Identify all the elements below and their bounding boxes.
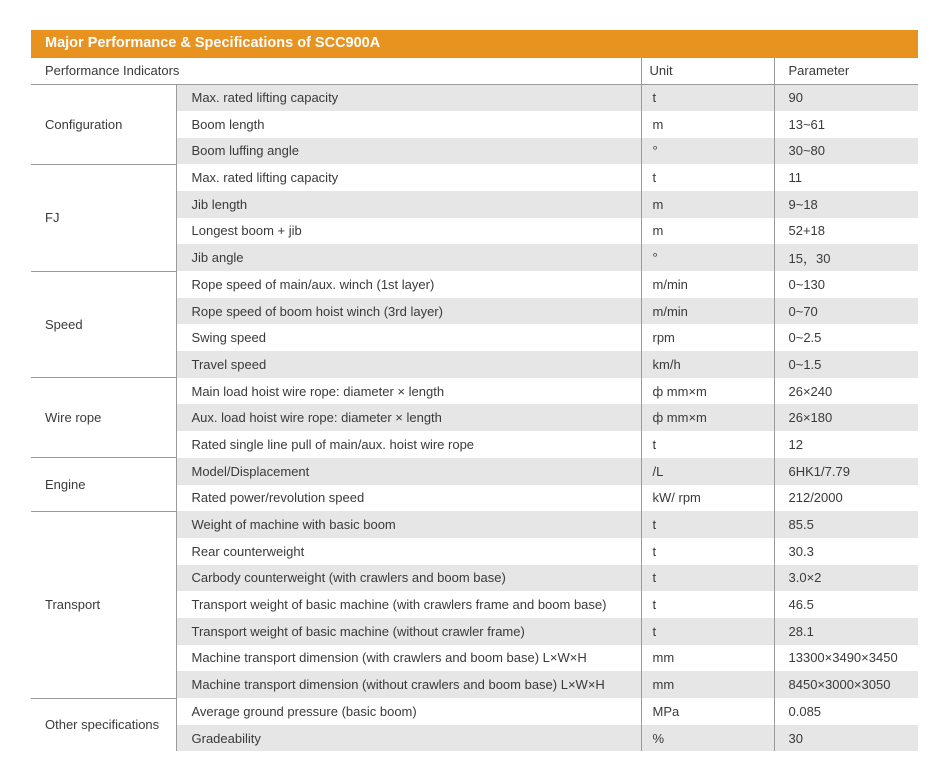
spec-item: Model/Displacement [176, 458, 641, 485]
spec-parameter: 30 [774, 725, 918, 752]
spec-item: Machine transport dimension (with crawlers and boom base) L×W×H [191, 650, 587, 666]
table-row [31, 511, 918, 538]
spec-unit: rpm [641, 324, 774, 351]
spec-parameter: 85.5 [774, 511, 918, 538]
spec-item: Swing speed [191, 330, 266, 346]
table-row [31, 84, 918, 111]
header-unit: Unit [641, 58, 774, 85]
table-row [31, 458, 918, 485]
spec-parameter: 0.085 [774, 698, 918, 725]
spec-item: Boom luffing angle [176, 138, 641, 165]
spec-sheet [31, 30, 918, 751]
spec-unit: t [641, 511, 774, 538]
spec-item: Max. rated lifting capacity [176, 84, 641, 111]
spec-parameter: 15，30 [774, 244, 918, 271]
spec-parameter: 9~18 [774, 191, 918, 218]
spec-item: Rated single line pull of main/aux. hoist wire rope [191, 436, 475, 452]
spec-unit: m [641, 218, 774, 245]
spec-unit: t [641, 591, 774, 618]
spec-item: Machine transport dimension (without crawlers and boom base) L×W×H [176, 671, 641, 698]
spec-unit: m [641, 191, 774, 218]
spec-unit: t [641, 538, 774, 565]
spec-parameter: 8450×3000×3050 [774, 671, 918, 698]
spec-item: Main load hoist wire rope: diameter × length [191, 383, 445, 399]
spec-item: Max. rated lifting capacity [191, 170, 339, 186]
spec-unit: mm [641, 645, 774, 672]
spec-item: Gradeability [176, 725, 641, 752]
spec-item: Rope speed of boom hoist winch (3rd layer) [176, 298, 641, 325]
spec-unit: ф mm×m [641, 404, 774, 431]
spec-parameter: 52+18 [774, 218, 918, 245]
spec-parameter: 12 [774, 431, 918, 458]
spec-item: Travel speed [176, 351, 641, 378]
group-label: Speed [31, 271, 176, 378]
spec-item: Aux. load hoist wire rope: diameter × length [176, 404, 641, 431]
table-title: Major Performance & Specifications of SCC900A [31, 30, 918, 57]
group-label: Wire rope [31, 378, 176, 458]
spec-unit: /L [641, 458, 774, 485]
spec-unit: t [641, 84, 774, 111]
spec-unit: MPa [641, 698, 774, 725]
spec-unit: t [641, 618, 774, 645]
spec-unit: ° [641, 244, 774, 271]
spec-unit: kW/ rpm [641, 485, 774, 512]
table-row [31, 271, 918, 298]
group-label: Transport [31, 511, 176, 698]
spec-unit: mm [641, 671, 774, 698]
spec-item: Longest boom + jib [191, 223, 302, 239]
spec-parameter: 0~130 [774, 271, 918, 298]
spec-unit: km/h [641, 351, 774, 378]
group-label: FJ [31, 164, 176, 271]
group-label: Other specifications [31, 698, 176, 751]
spec-unit: ф mm×m [641, 378, 774, 405]
spec-item: Jib angle [176, 244, 641, 271]
spec-parameter: 6HK1/7.79 [774, 458, 918, 485]
spec-parameter: 0~2.5 [774, 324, 918, 351]
spec-parameter: 0~1.5 [774, 351, 918, 378]
spec-parameter: 13~61 [774, 111, 918, 138]
spec-item: Weight of machine with basic boom [176, 511, 641, 538]
spec-unit: % [641, 725, 774, 752]
group-label: Engine [31, 458, 176, 511]
spec-parameter: 90 [774, 84, 918, 111]
spec-item: Rear counterweight [191, 543, 305, 559]
spec-unit: t [641, 164, 774, 191]
spec-parameter: 26×240 [774, 378, 918, 405]
group-label: Configuration [31, 84, 176, 164]
header-indicator: Performance Indicators [31, 58, 641, 85]
spec-item: Rated power/revolution speed [191, 490, 365, 506]
spec-item: Rope speed of main/aux. winch (1st layer) [191, 276, 435, 292]
spec-parameter: 11 [774, 164, 918, 191]
spec-table [31, 57, 918, 751]
spec-unit: m/min [641, 271, 774, 298]
header-parameter: Parameter [774, 58, 918, 85]
spec-parameter: 28.1 [774, 618, 918, 645]
spec-item: Jib length [176, 191, 641, 218]
spec-item: Boom length [191, 116, 265, 132]
spec-unit: t [641, 431, 774, 458]
table-row [31, 164, 918, 191]
spec-unit: m [641, 111, 774, 138]
table-row [31, 378, 918, 405]
spec-unit: m/min [641, 298, 774, 325]
spec-parameter: 212/2000 [774, 485, 918, 512]
table-row [31, 698, 918, 725]
spec-parameter: 30.3 [774, 538, 918, 565]
spec-parameter: 3.0×2 [774, 565, 918, 592]
spec-item: Transport weight of basic machine (with crawlers frame and boom base) [191, 597, 607, 613]
spec-parameter: 30~80 [774, 138, 918, 165]
spec-item: Average ground pressure (basic boom) [191, 703, 417, 719]
spec-unit: ° [641, 138, 774, 165]
spec-unit: t [641, 565, 774, 592]
spec-item: Carbody counterweight (with crawlers and boom base) [176, 565, 641, 592]
table-header-row [31, 58, 918, 85]
spec-item: Transport weight of basic machine (without crawler frame) [176, 618, 641, 645]
spec-parameter: 46.5 [774, 591, 918, 618]
spec-parameter: 13300×3490×3450 [774, 645, 918, 672]
spec-parameter: 0~70 [774, 298, 918, 325]
spec-parameter: 26×180 [774, 404, 918, 431]
